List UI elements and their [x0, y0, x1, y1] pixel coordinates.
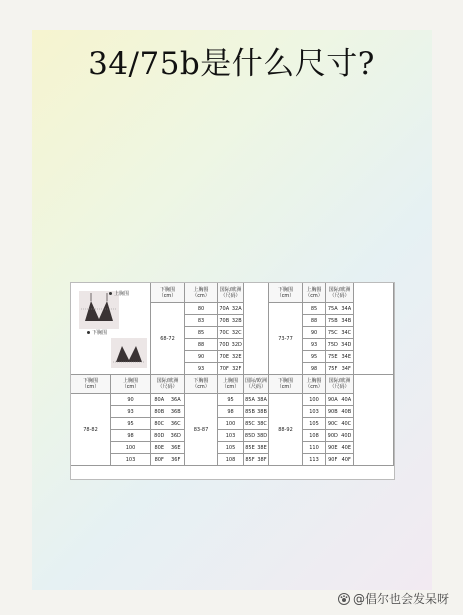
- over-bust-cell: 93: [111, 406, 151, 418]
- over-bust-cell: 85: [185, 327, 218, 339]
- size-code-intl: 34B: [341, 317, 352, 324]
- upper-bust-label: [109, 291, 129, 297]
- column-spacer: [244, 283, 269, 375]
- header-over-bust: 上胸围 （cm）: [185, 283, 218, 303]
- size-code: 90E: [327, 444, 338, 451]
- intl-size-cell: [326, 339, 354, 351]
- header-over-bust: 上胸围 （cm）: [303, 283, 326, 303]
- intl-size-cell: [326, 430, 354, 442]
- intl-size-cell: [218, 339, 244, 351]
- size-code-intl: 40F: [341, 456, 351, 463]
- over-bust-cell: 98: [303, 363, 326, 375]
- size-code-intl: 34C: [341, 329, 352, 336]
- intl-size-cell: [326, 315, 354, 327]
- watermark: [338, 590, 449, 607]
- over-bust-cell: 110: [303, 442, 326, 454]
- size-grid: [71, 283, 394, 479]
- over-bust-cell: 100: [218, 418, 244, 430]
- header-under-bust: 下胸围 （cm）: [71, 375, 111, 394]
- size-code-intl: 34D: [341, 341, 352, 348]
- size-code: 90C: [327, 420, 338, 427]
- over-bust-cell: 98: [111, 430, 151, 442]
- size-code: 70B: [219, 317, 230, 324]
- bra-illustration: [71, 283, 151, 375]
- over-bust-cell: 95: [303, 351, 326, 363]
- size-code-intl: 34A: [341, 305, 352, 312]
- over-bust-cell: 90: [185, 351, 218, 363]
- size-code-intl: 38B: [257, 408, 267, 415]
- size-code: 80E: [154, 444, 165, 451]
- size-code: 85E: [245, 444, 255, 451]
- intl-size-cell: [218, 315, 244, 327]
- header-over-bust: 上胸围 （cm）: [303, 375, 326, 394]
- size-chart-table: [70, 282, 395, 480]
- header-intl-size: 国际/欧洲 （尺码）: [244, 375, 269, 394]
- watermark-text: @倡尔也会发呆呀: [352, 592, 449, 606]
- size-code-intl: 36B: [170, 408, 181, 415]
- over-bust-cell: 95: [111, 418, 151, 430]
- size-code: 90A: [327, 396, 338, 403]
- size-code: 85B: [245, 408, 255, 415]
- over-bust-cell: 105: [303, 418, 326, 430]
- over-bust-cell: 88: [185, 339, 218, 351]
- size-code-intl: 32D: [231, 341, 242, 348]
- over-bust-cell: 88: [303, 315, 326, 327]
- intl-size-cell: [218, 327, 244, 339]
- size-code-intl: 36E: [170, 444, 181, 451]
- size-code: 75E: [327, 353, 338, 360]
- over-bust-cell: 103: [111, 454, 151, 466]
- over-bust-cell: 98: [218, 406, 244, 418]
- size-code: 80B: [154, 408, 165, 415]
- size-code-intl: 40A: [341, 396, 352, 403]
- intl-size-cell: [218, 363, 244, 375]
- size-code: 90B: [327, 408, 338, 415]
- size-code: 75A: [327, 305, 338, 312]
- intl-size-cell: [326, 327, 354, 339]
- upper-bust-text: 上胸围: [114, 291, 130, 297]
- size-code-intl: 40C: [341, 420, 352, 427]
- size-code: 90D: [327, 432, 338, 439]
- paw-icon: [338, 593, 350, 605]
- size-code: 75F: [328, 365, 338, 372]
- size-code-intl: 34E: [341, 353, 352, 360]
- size-code-intl: 38F: [257, 456, 267, 463]
- over-bust-cell: 85: [303, 303, 326, 315]
- intl-size-cell: [326, 363, 354, 375]
- intl-size-cell: [218, 351, 244, 363]
- size-code-intl: 32C: [231, 329, 242, 336]
- size-code-intl: 40B: [341, 408, 352, 415]
- under-bust-range: 73-77: [269, 303, 303, 375]
- under-bust-label: [87, 330, 107, 336]
- size-code: 70C: [219, 329, 230, 336]
- intl-size-cell: [244, 406, 269, 418]
- over-bust-cell: 100: [111, 442, 151, 454]
- size-code: 80D: [154, 432, 165, 439]
- intl-size-cell: [326, 418, 354, 430]
- size-code: 70F: [219, 365, 229, 372]
- page-title: 34/75b是什么尺寸?: [88, 46, 375, 82]
- size-code: 75B: [327, 317, 338, 324]
- size-code-intl: 32B: [231, 317, 242, 324]
- intl-size-cell: [244, 430, 269, 442]
- size-code-intl: 40D: [341, 432, 352, 439]
- over-bust-cell: 83: [185, 315, 218, 327]
- over-bust-cell: 80: [185, 303, 218, 315]
- size-code: 85F: [245, 456, 255, 463]
- bra-lower-image: [111, 338, 147, 368]
- header-intl-size: 国际/欧洲 （尺码）: [151, 375, 185, 394]
- size-code: 80C: [154, 420, 165, 427]
- size-code-intl: 32F: [232, 365, 242, 372]
- under-bust-range: 88-92: [269, 394, 303, 466]
- size-code: 75D: [327, 341, 338, 348]
- intl-size-cell: [326, 406, 354, 418]
- header-under-bust: 下胸围 （cm）: [269, 283, 303, 303]
- header-intl-size: 国际/欧洲 （尺码）: [218, 283, 244, 303]
- over-bust-cell: 103: [218, 430, 244, 442]
- header-over-bust: 上胸围 （cm）: [218, 375, 244, 394]
- intl-size-cell: [244, 442, 269, 454]
- size-code: 75C: [327, 329, 338, 336]
- size-code: 85C: [245, 420, 255, 427]
- column-spacer: [151, 375, 185, 466]
- column-spacer: [354, 375, 394, 466]
- under-bust-range: 78-82: [71, 394, 111, 466]
- size-code: 80A: [154, 396, 165, 403]
- over-bust-cell: 100: [303, 394, 326, 406]
- size-code-intl: 36F: [171, 456, 181, 463]
- size-code-intl: 38D: [256, 432, 268, 439]
- intl-size-cell: [326, 394, 354, 406]
- size-code: 80F: [154, 456, 164, 463]
- over-bust-cell: 90: [111, 394, 151, 406]
- size-code: 70E: [219, 353, 230, 360]
- size-code: 70D: [219, 341, 230, 348]
- size-code-intl: 32E: [231, 353, 242, 360]
- over-bust-cell: 93: [303, 339, 326, 351]
- header-intl-size: 国际/欧洲 （尺码）: [326, 375, 354, 394]
- header-under-bust: 下胸围 （cm）: [185, 375, 218, 394]
- size-code: 85D: [244, 432, 256, 439]
- under-bust-range: 83-87: [185, 394, 218, 466]
- intl-size-cell: [244, 394, 269, 406]
- column-spacer: [354, 283, 394, 375]
- size-code-intl: 34F: [341, 365, 351, 372]
- header-intl-size: 国际/欧洲 （尺码）: [326, 283, 354, 303]
- intl-size-cell: [326, 442, 354, 454]
- size-code-intl: 38A: [257, 396, 267, 403]
- intl-size-cell: [244, 454, 269, 466]
- over-bust-cell: 108: [218, 454, 244, 466]
- size-code-intl: 36C: [170, 420, 181, 427]
- size-code: 70A: [219, 305, 230, 312]
- intl-size-cell: [326, 454, 354, 466]
- size-code: 85A: [245, 396, 255, 403]
- over-bust-cell: 105: [218, 442, 244, 454]
- over-bust-cell: 95: [218, 394, 244, 406]
- header-under-bust: 下胸围 （cm）: [151, 283, 185, 303]
- intl-size-cell: [326, 303, 354, 315]
- over-bust-cell: 93: [185, 363, 218, 375]
- over-bust-cell: 103: [303, 406, 326, 418]
- size-code-intl: 38E: [257, 444, 267, 451]
- size-code-intl: 40E: [341, 444, 352, 451]
- size-code: 90F: [328, 456, 338, 463]
- intl-size-cell: [326, 351, 354, 363]
- size-code-intl: 32A: [231, 305, 242, 312]
- under-bust-range: 68-72: [151, 303, 185, 375]
- header-over-bust: 上胸围 （cm）: [111, 375, 151, 394]
- under-bust-text: 下胸围: [92, 330, 108, 336]
- size-code-intl: 38C: [257, 420, 267, 427]
- over-bust-cell: 113: [303, 454, 326, 466]
- header-under-bust: 下胸围 （cm）: [269, 375, 303, 394]
- size-code-intl: 36A: [170, 396, 181, 403]
- over-bust-cell: 108: [303, 430, 326, 442]
- intl-size-cell: [218, 303, 244, 315]
- intl-size-cell: [244, 418, 269, 430]
- size-code-intl: 36D: [170, 432, 181, 439]
- over-bust-cell: 90: [303, 327, 326, 339]
